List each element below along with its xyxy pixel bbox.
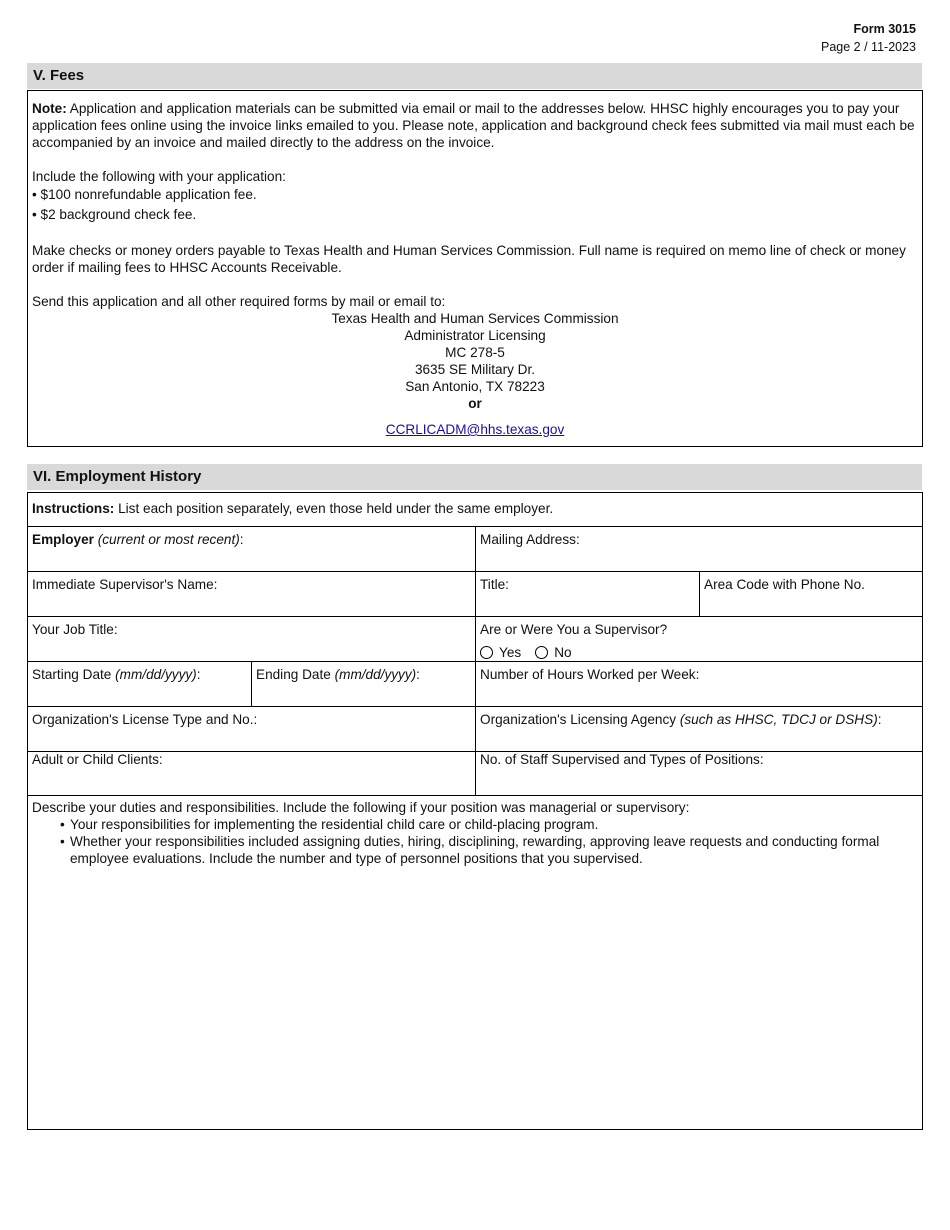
hours-per-week-field[interactable] [476, 661, 922, 706]
clients-row [28, 751, 922, 796]
note-text: Application and application materials can be submitted via email or mail to the addresses below. HHSC highly encourages you to pay your application fees online using the invoice links emailed to you. Please note, application and background check fees submitted via mail must each be accompanied by an invoice and mailed directly to the address on the invoice. [32, 101, 915, 150]
employment-section-title: VI. Employment History [27, 464, 922, 490]
mailing-address-label: Mailing Address: [480, 532, 580, 547]
form-header [821, 20, 916, 56]
staff-supervised-field[interactable] [476, 751, 922, 795]
starting-date-field[interactable] [28, 661, 252, 706]
were-supervisor-label: Are or Were You a Supervisor? [480, 622, 668, 637]
employer-row [28, 526, 922, 572]
duties-item-text: Your responsibilities for implementing the residential child care or child-placing program. [70, 817, 599, 832]
licensing-agency-label: Organization's Licensing Agency [480, 712, 680, 727]
date-format-hint: (mm/dd/yyyy) [334, 667, 417, 682]
colon: : [239, 532, 244, 547]
title-label: Title: [480, 577, 509, 592]
yes-radio[interactable] [480, 646, 493, 659]
instructions-cell [28, 493, 922, 526]
employer-field[interactable] [28, 526, 476, 571]
licensing-agency-field[interactable] [476, 706, 922, 751]
address-line: MC 278-5 [445, 345, 505, 360]
instructions-row [28, 493, 922, 527]
duties-list [32, 816, 918, 867]
email-link[interactable]: CCRLICADM@hhs.texas.gov [385, 422, 565, 437]
mailing-address-block [32, 310, 918, 438]
ending-date-label: Ending Date [256, 667, 335, 682]
supervisor-question [476, 616, 922, 661]
staff-supervised-label: No. of Staff Supervised and Types of Positions: [480, 752, 764, 767]
fees-section [27, 90, 923, 447]
phone-field[interactable] [700, 571, 922, 616]
duties-intro: Describe your duties and responsibilities. Include the following if your position was managerial or supervisory: [32, 800, 690, 815]
duties-item [32, 816, 918, 833]
instructions-text: List each position separately, even those held under the same employer. [114, 501, 554, 516]
no-radio[interactable] [535, 646, 548, 659]
date-format-hint: (mm/dd/yyyy) [115, 667, 197, 682]
job-title-field[interactable] [28, 616, 476, 661]
clients-field[interactable] [28, 751, 476, 795]
license-type-field[interactable] [28, 706, 476, 751]
supervisor-row [28, 571, 922, 617]
address-line: 3635 SE Military Dr. [414, 362, 536, 377]
duties-field[interactable] [28, 795, 922, 1129]
duties-item-text: Whether your responsibilities included assigning duties, hiring, disciplining, rewarding, approving leave requests and conducting formal employee evaluations. Include the number and type of personnel positions that you supervised. [70, 834, 880, 866]
page-info: Page 2 / 11-2023 [821, 40, 916, 54]
supervisor-name-label: Immediate Supervisor's Name: [32, 577, 218, 592]
fee-item-background: • $2 background check fee. [32, 207, 197, 222]
colon: : [196, 667, 201, 682]
phone-label: Area Code with Phone No. [704, 577, 865, 592]
instructions-label: Instructions: [32, 501, 115, 516]
no-label: No [554, 645, 572, 660]
duties-item [32, 833, 918, 867]
starting-date-label: Starting Date [32, 667, 116, 682]
colon: : [416, 667, 420, 682]
send-text: Send this application and all other required forms by mail or email to: [32, 294, 446, 309]
dates-row [28, 661, 922, 707]
clients-label: Adult or Child Clients: [32, 752, 163, 767]
fee-item-application: • $100 nonrefundable application fee. [32, 187, 257, 202]
license-type-label: Organization's License Type and No.: [32, 712, 258, 727]
colon: : [877, 712, 882, 727]
employer-label: Employer [32, 532, 94, 547]
employment-history-table [27, 492, 923, 1130]
include-intro: Include the following with your application: [32, 169, 286, 184]
bullet: • [60, 834, 65, 849]
fees-note [32, 100, 918, 151]
job-title-label: Your Job Title: [32, 622, 118, 637]
supervisor-title-field[interactable] [476, 571, 700, 616]
license-row [28, 706, 922, 752]
payable-text: Make checks or money orders payable to Texas Health and Human Services Commission. Full name is required on memo line of check or money order if mailing fees to HHSC Accounts Receivable. [32, 243, 906, 275]
mailing-address-field[interactable] [476, 526, 922, 571]
yes-label: Yes [499, 645, 522, 660]
address-line: Administrator Licensing [404, 328, 546, 343]
hours-per-week-label: Number of Hours Worked per Week: [480, 667, 700, 682]
or-label: or [468, 396, 482, 411]
job-title-row [28, 616, 922, 662]
agency-examples: (such as HHSC, TDCJ or DSHS) [679, 712, 878, 727]
address-line: Texas Health and Human Services Commission [331, 311, 619, 326]
address-line: San Antonio, TX 78223 [405, 379, 545, 394]
form-number: Form 3015 [853, 22, 916, 36]
note-label: Note: [32, 101, 67, 116]
ending-date-field[interactable] [252, 661, 476, 706]
bullet: • [60, 817, 65, 832]
employer-hint: (current or most recent) [97, 532, 240, 547]
supervisor-name-field[interactable] [28, 571, 476, 616]
fees-section-title: V. Fees [27, 63, 922, 89]
